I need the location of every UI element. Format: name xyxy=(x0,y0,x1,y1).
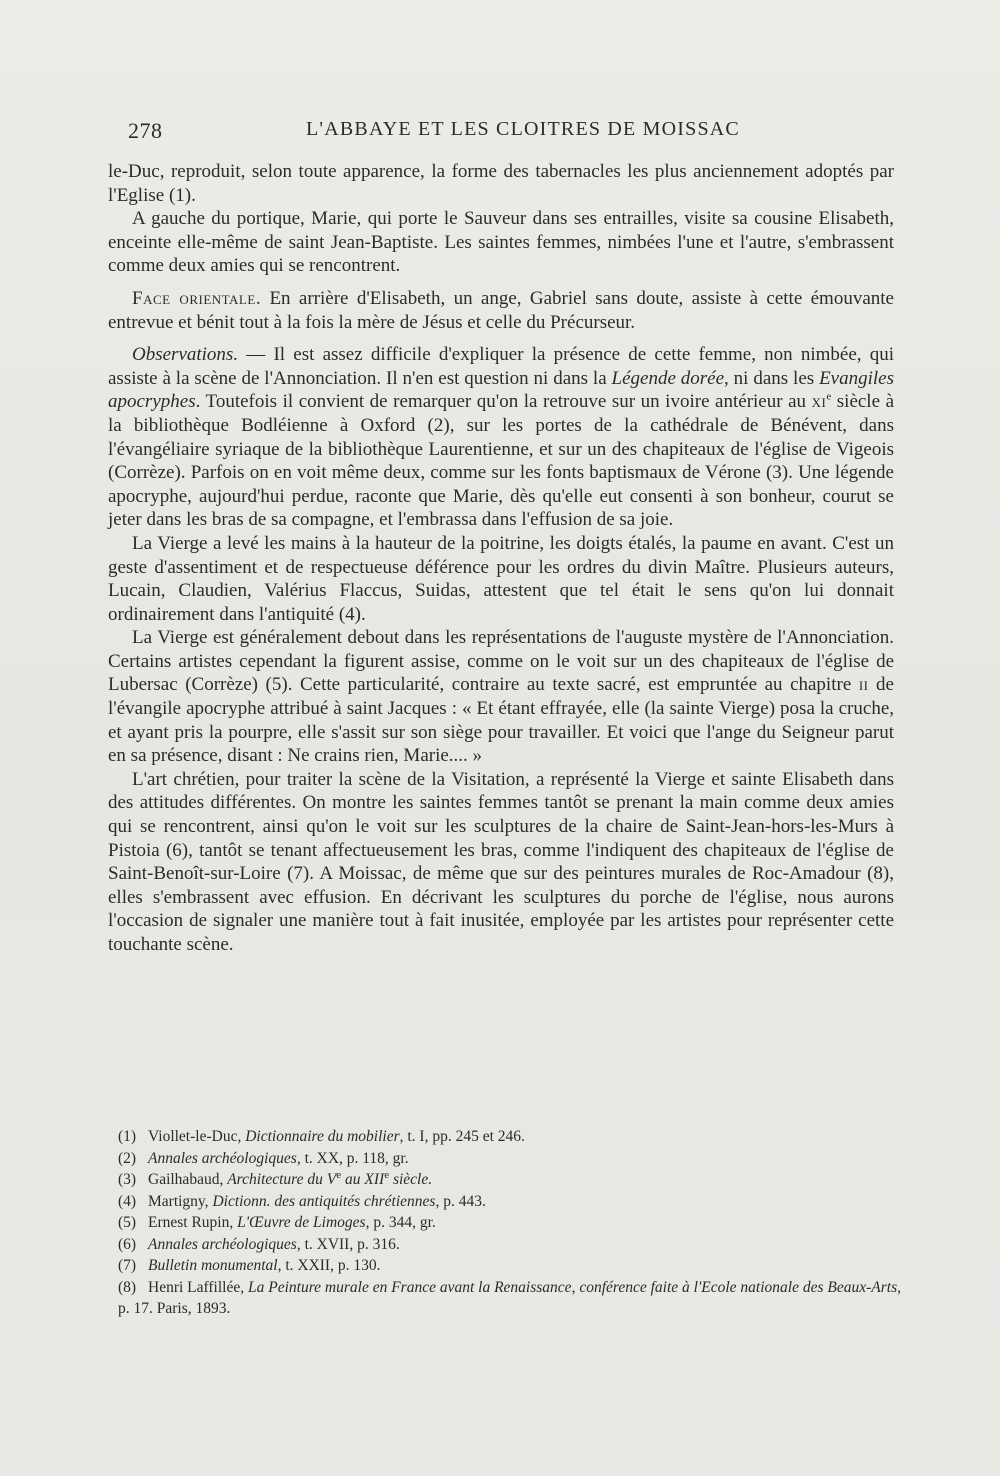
footnote-title: au XII xyxy=(341,1171,385,1188)
footnote xyxy=(108,1148,908,1170)
footnote-text: , p. 17. Paris, 1893. xyxy=(118,1278,901,1317)
footnote xyxy=(108,1126,908,1148)
footnote-text: Ernest Rupin, xyxy=(148,1214,238,1231)
title-evangiles-apocryphes: Evangiles apocryphes xyxy=(108,367,894,413)
paragraph-east-face xyxy=(108,287,894,334)
paragraph-visitation: A gauche du portique, Marie, qui porte le Sauveur dans ses entrailles, visite sa cousine Elisabeth, enceinte elle-même de saint Jean-Baptiste. Les saintes femmes, nimbées l'une et l'autre, s'embrassent comme deux amies qui se rencontrent. xyxy=(108,208,894,277)
footnote-text: , t. XVII, p. 316. xyxy=(296,1235,400,1253)
footnote-title: Dictionn. des antiquités chrétiennes xyxy=(212,1192,436,1210)
footnote-number: (2) xyxy=(118,1149,137,1167)
footnote-text: , t. XXII, p. 130. xyxy=(277,1257,381,1274)
observations-text-c: . Toutefois il convient de remarquer qu'on la retrouve sur un ivoire antérieur au xyxy=(195,391,812,413)
footnote-text: Gailhabaud, xyxy=(148,1171,228,1188)
east-face-text: En arrière d'Elisabeth, un ange, Gabriel sans doute, assiste à cette émouvante entrevue et bénit tout à la fois la mère de Jésus et celle du Précurseur. xyxy=(108,287,894,333)
footnote-title: Bulletin monumental xyxy=(148,1257,278,1274)
footnote-text: Martigny, xyxy=(148,1192,213,1210)
footnote xyxy=(108,1212,908,1234)
paragraph-annunciation xyxy=(108,626,894,768)
observations-text-a: — Il est assez difficile d'expliquer la présence de cette femme, non nimbée, qui assiste à la scène de l'Annonciation. Il n'en est question ni dans la xyxy=(108,344,894,389)
main-text xyxy=(108,160,894,957)
footnote-text: , p. 443. xyxy=(435,1192,486,1210)
section-label-observations: Observations. xyxy=(132,344,239,366)
footnote-number: (8) xyxy=(118,1278,137,1296)
footnote-text: , t. XX, p. 118, gr. xyxy=(296,1149,409,1167)
page-header xyxy=(128,118,896,152)
century-numeral: xi xyxy=(811,391,827,413)
footnote-text: Henri Laffillée, xyxy=(148,1278,248,1296)
annunciation-text-a: La Vierge est généralement debout dans les représentations de l'auguste mystère de l'Annonciation. Certains artistes cependant la figurent assise, comme on le voit sur un des chapiteaux de l'église de Lubersac (Corrèze) (5). Cette particularité, contraire au texte sacré, est empruntée au chapitre xyxy=(108,627,894,696)
annunciation-text-b: de l'évangile apocryphe attribué à saint Jacques : « Et étant effrayée, elle (la sainte Vierge) posa la cruche, et ayant pris la pourpre, elle s'assit sur son siège pour travailler. Et voici que l'ange du Seigneur parut en sa présence, disant : Ne crains rien, Marie.... » xyxy=(108,674,894,767)
footnote-superscript: e xyxy=(336,1168,342,1181)
paragraph-gesture: La Vierge a levé les mains à la hauteur de la poitrine, les doigts étalés, la paume en avant. C'est un geste d'assentiment et de respectueuse déférence pour les ordres du divin Maître. Plusieurs auteurs, Lucain, Claudien, Valérius Flaccus, Suidas, attestent que tel était le sens qu'on lui donnait ordinairement dans l'antiquité (4). xyxy=(108,532,894,625)
footnote xyxy=(108,1277,908,1320)
footnote-number: (7) xyxy=(118,1257,137,1274)
footnote-superscript: e xyxy=(384,1168,390,1181)
footnote-title: Architecture du V xyxy=(227,1171,337,1188)
footnote-number: (3) xyxy=(118,1171,137,1188)
footnote-number: (1) xyxy=(118,1128,137,1145)
footnote-number: (6) xyxy=(118,1235,137,1253)
observations-text-d: siècle à la bibliothèque Bodléienne à Oxford (2), sur les portes de la cathédrale de Bénévent, dans l'évangéliaire syriaque de la bibliothèque Laurentienne, et sur un des chapiteaux de l'église de Vigeois (Corrèze). Parfois on en voit même deux, comme sur les fonts baptismaux de Vérone (3). Une légende apocryphe, aujourd'hui perdue, raconte que Marie, dès qu'elle eut consenti à son bonheur, courut se jeter dans les bras de sa compagne, et l'embrassa dans l'effusion de sa joie. xyxy=(108,391,895,531)
footnote-title: Dictionnaire du mobilier xyxy=(245,1128,400,1145)
footnote-text: , p. 344, gr. xyxy=(365,1214,436,1231)
footnote xyxy=(108,1169,908,1191)
footnotes xyxy=(108,1126,908,1320)
paragraph-continued: le-Duc, reproduit, selon toute apparence, la forme des tabernacles les plus anciennement adoptés par l'Eglise (1). xyxy=(108,161,894,206)
footnote-title: La Peinture murale en France avant la Renaissance, conférence faite à l'Ecole nationale des Beaux-Arts xyxy=(248,1278,898,1296)
section-label-east-face: Face orientale. xyxy=(132,287,262,309)
century-superscript: e xyxy=(826,391,832,404)
footnote-title: Annales archéologiques xyxy=(148,1235,297,1253)
paragraph-christian-art: L'art chrétien, pour traiter la scène de la Visitation, a représenté la Vierge et sainte Elisabeth dans des attitudes différentes. On montre les saintes femmes tantôt se prenant la main comme deux amies qui se rencontrent, ainsi qu'on le voit sur les sculptures de la chaire de Saint-Jean-hors-les-Murs à Pistoia (6), tantôt se tenant affectueusement les bras, comme l'indiquent des chapiteaux de l'église de Saint-Benoît-sur-Loire (7). A Moissac, de même que sur des peintures murales de Roc-Amadour (8), elles s'embrassent avec effusion. En décrivant les sculptures du porche de l'église, nous aurons l'occasion de signaler une manière tout à fait inusitée, employée par les artistes pour représenter cette touchante scène. xyxy=(108,768,894,955)
footnote-number: (4) xyxy=(118,1192,137,1210)
footnote-text: Viollet-le-Duc, xyxy=(148,1128,246,1145)
page-number: 278 xyxy=(128,118,163,143)
paragraph-observations xyxy=(108,343,894,532)
footnote-text: , t. I, pp. 245 et 246. xyxy=(399,1128,525,1145)
footnote-title: siècle. xyxy=(389,1171,433,1188)
running-title: L'ABBAYE ET LES CLOITRES DE MOISSAC xyxy=(306,118,740,140)
chapter-numeral: ii xyxy=(858,674,869,696)
footnote-title: L'Œuvre de Limoges xyxy=(237,1214,366,1231)
footnote xyxy=(108,1234,908,1256)
observations-text-b: , ni dans les xyxy=(724,367,820,389)
footnote-number: (5) xyxy=(118,1214,137,1231)
footnote xyxy=(108,1191,908,1213)
title-legende-doree: Légende dorée xyxy=(611,367,725,389)
footnote xyxy=(108,1255,908,1277)
footnote-title: Annales archéologiques xyxy=(148,1149,297,1167)
